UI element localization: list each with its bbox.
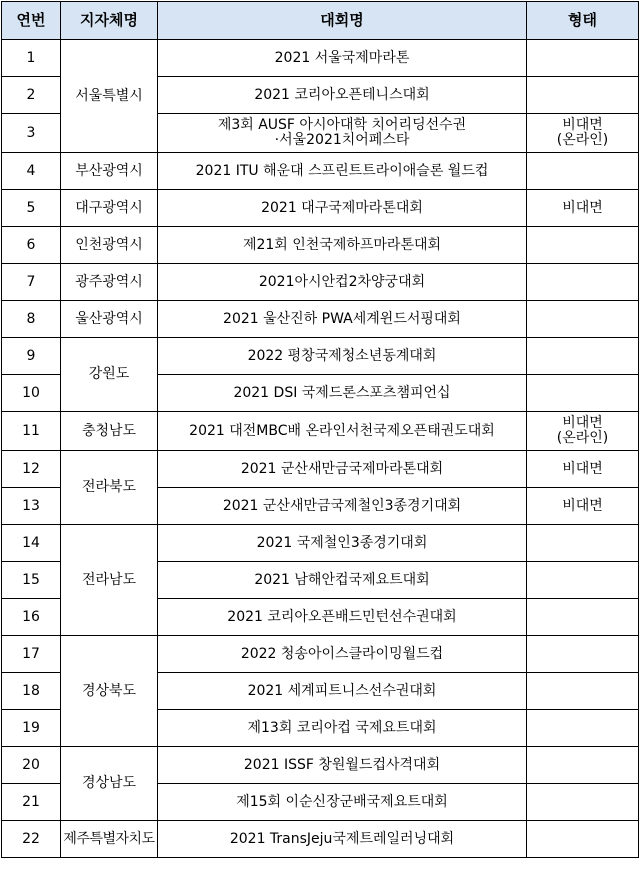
event-name-line: 제3회 AUSF 아시아대학 치어리딩선수권	[217, 117, 467, 133]
event-name: 2021 군산새만금국제철인3종경기대회	[158, 488, 527, 525]
event-type-line: 비대면	[562, 415, 603, 431]
region-cell: 울산광역시	[61, 301, 158, 338]
event-name: 2021아시안컵2차양궁대회	[158, 264, 527, 301]
table-row	[2, 227, 639, 264]
event-type	[527, 747, 639, 784]
region-cell: 경상북도	[61, 636, 158, 747]
table-row	[2, 636, 639, 673]
event-name	[158, 114, 527, 153]
event-name: 2021 DSI 국제드론스포츠챔피언십	[158, 375, 527, 412]
event-type	[527, 153, 639, 190]
event-name: 2021 군산새만금국제마라톤대회	[158, 451, 527, 488]
row-no: 18	[2, 673, 61, 710]
region-cell: 인천광역시	[61, 227, 158, 264]
event-name: 2021 대전MBC배 온라인서천국제오픈태권도대회	[158, 412, 527, 451]
row-no: 16	[2, 599, 61, 636]
event-type	[527, 301, 639, 338]
header-type: 형태	[527, 2, 639, 40]
region-cell: 경상남도	[61, 747, 158, 821]
event-name: 2022 평창국제청소년동계대회	[158, 338, 527, 375]
event-type	[527, 599, 639, 636]
event-type	[527, 636, 639, 673]
table-row	[2, 153, 639, 190]
row-no: 17	[2, 636, 61, 673]
event-type	[527, 40, 639, 77]
event-name: 2021 코리아오픈테니스대회	[158, 77, 527, 114]
row-no: 20	[2, 747, 61, 784]
row-no: 19	[2, 710, 61, 747]
event-type	[527, 821, 639, 858]
event-type	[527, 114, 639, 153]
event-name: 2021 ISSF 창원월드컵사격대회	[158, 747, 527, 784]
event-name: 2021 TransJeju국제트레일러닝대회	[158, 821, 527, 858]
event-name: 2021 대구국제마라톤대회	[158, 190, 527, 227]
event-name-line: ·서울2021치어페스타	[274, 132, 410, 148]
event-type	[527, 525, 639, 562]
row-no: 2	[2, 77, 61, 114]
table-row	[2, 412, 639, 451]
row-no: 13	[2, 488, 61, 525]
event-type-line: (온라인)	[556, 430, 609, 446]
region-cell: 전라남도	[61, 525, 158, 636]
event-name: 제21회 인천국제하프마라톤대회	[158, 227, 527, 264]
region-cell: 광주광역시	[61, 264, 158, 301]
row-no: 22	[2, 821, 61, 858]
table-row	[2, 821, 639, 858]
event-name: 2021 울산진하 PWA세계윈드서핑대회	[158, 301, 527, 338]
event-name: 2021 세계피트니스선수권대회	[158, 673, 527, 710]
event-name: 제15회 이순신장군배국제요트대회	[158, 784, 527, 821]
event-type-line: 비대면	[562, 117, 603, 133]
event-type	[527, 710, 639, 747]
event-type	[527, 562, 639, 599]
header-region: 지자체명	[61, 2, 158, 40]
row-no: 14	[2, 525, 61, 562]
table-row	[2, 40, 639, 77]
region-cell: 제주특별자치도	[61, 821, 158, 858]
event-name: 2021 남해안컵국제요트대회	[158, 562, 527, 599]
event-type	[527, 784, 639, 821]
event-type: 비대면	[527, 190, 639, 227]
row-no: 4	[2, 153, 61, 190]
region-cell: 강원도	[61, 338, 158, 412]
event-type	[527, 673, 639, 710]
header-row	[2, 2, 639, 40]
row-no: 1	[2, 40, 61, 77]
event-name: 2022 청송아이스클라이밍월드컵	[158, 636, 527, 673]
region-cell: 전라북도	[61, 451, 158, 525]
row-no: 11	[2, 412, 61, 451]
row-no: 12	[2, 451, 61, 488]
table-row	[2, 451, 639, 488]
events-table	[1, 1, 639, 858]
table-row	[2, 338, 639, 375]
row-no: 9	[2, 338, 61, 375]
table-row	[2, 264, 639, 301]
row-no: 10	[2, 375, 61, 412]
event-name: 2021 서울국제마라톤	[158, 40, 527, 77]
row-no: 7	[2, 264, 61, 301]
table-row	[2, 747, 639, 784]
event-type	[527, 77, 639, 114]
event-type-line: (온라인)	[556, 132, 609, 148]
event-type	[527, 375, 639, 412]
table-row	[2, 525, 639, 562]
region-cell: 대구광역시	[61, 190, 158, 227]
row-no: 5	[2, 190, 61, 227]
row-no: 21	[2, 784, 61, 821]
region-cell: 서울특별시	[61, 40, 158, 153]
event-type	[527, 227, 639, 264]
event-type: 비대면	[527, 451, 639, 488]
event-name: 2021 국제철인3종경기대회	[158, 525, 527, 562]
region-cell: 부산광역시	[61, 153, 158, 190]
event-type	[527, 338, 639, 375]
region-cell: 충청남도	[61, 412, 158, 451]
row-no: 3	[2, 114, 61, 153]
event-name: 2021 코리아오픈배드민턴선수권대회	[158, 599, 527, 636]
event-type	[527, 264, 639, 301]
event-type: 비대면	[527, 488, 639, 525]
header-event: 대회명	[158, 2, 527, 40]
event-name: 2021 ITU 해운대 스프린트트라이애슬론 월드컵	[158, 153, 527, 190]
event-type	[527, 412, 639, 451]
event-name: 제13회 코리아컵 국제요트대회	[158, 710, 527, 747]
table-row	[2, 301, 639, 338]
row-no: 8	[2, 301, 61, 338]
header-no: 연번	[2, 2, 61, 40]
table-row	[2, 190, 639, 227]
row-no: 6	[2, 227, 61, 264]
row-no: 15	[2, 562, 61, 599]
